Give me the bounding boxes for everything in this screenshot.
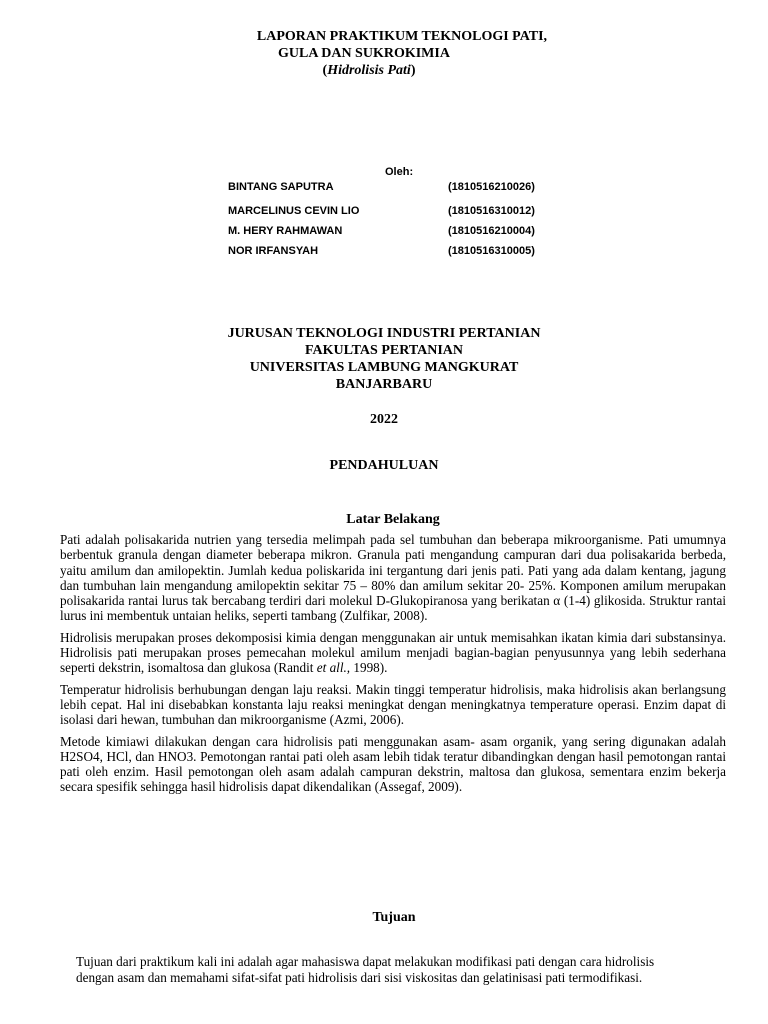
title-paren-open: (	[322, 63, 328, 78]
section-title: PENDAHULUAN	[329, 458, 439, 473]
title-line-3	[0, 62, 768, 79]
subsection-title: Latar Belakang	[346, 512, 440, 527]
paragraph-2-text: Hidrolisis merupakan proses dekomposisi kimia dengan menggunakan air untuk memisahkan ikatan kimia dari substansinya. Hidrolisis pati merupakan proses pemecahan molekul amilum menjadi bagian-bagian penyusunnya yang lebih sederhana seperti dekstrin, isomaltosa dan glukosa (Randit	[60, 629, 726, 676]
faculty: FAKULTAS PERTANIAN	[304, 343, 464, 358]
title-subtitle: Hidrolisis Pati	[327, 63, 411, 78]
title-line-1: LAPORAN PRAKTIKUM TEKNOLOGI PATI,	[256, 29, 548, 44]
paragraph-4: Metode kimiawi dilakukan dengan cara hidrolisis pati menggunakan asam- asam organik, yang sering digunakan adalah H2SO4, HCl, dan HNO3. Pemotongan rantai pati oleh asam lebih tidak teratur dibandingkan dengan hasil pemotongan rantai pati oleh enzim. Hasil pemotongan oleh asam adalah campuran dekstrin, maltosa dan glukosa, sementara enzim bekerja secara spesifik sehingga hasil hidrolisis dapat dikendalikan (Assegaf, 2009).	[60, 733, 726, 795]
tujuan-text: Tujuan dari praktikum kali ini adalah agar mahasiswa dapat melakukan modifikasi pati dengan cara hidrolisis dengan asam dan memahami sifat-sifat pati hidrolisis dari sisi viskositas dan gelatinisasi pati termodifikasi.	[76, 954, 655, 985]
institution-block	[0, 325, 768, 393]
author-nim: (1810516210004)	[448, 225, 535, 237]
author-name: BINTANG SAPUTRA	[228, 181, 334, 193]
department: JURUSAN TEKNOLOGI INDUSTRI PERTANIAN	[227, 326, 541, 341]
author-name: NOR IRFANSYAH	[228, 245, 319, 257]
author-nim: (1810516310005)	[448, 245, 535, 257]
report-title	[0, 28, 768, 79]
author-nim: (1810516210026)	[448, 181, 535, 193]
paragraph-3: Temperatur hidrolisis berhubungan dengan laju reaksi. Makin tinggi temperatur hidrolisis, maka hidrolisis akan berlangsung lebih cepat. Hal ini disebabkan konstanta laju reaksi meningkat dengan meningkatnya temperature operasi. Enzim dapat di isolasi dari hewan, tumbuhan dan mikroorganisme (Azmi, 2006).	[60, 681, 726, 728]
authors-list	[228, 179, 558, 261]
author-nim: (1810516310012)	[448, 205, 535, 217]
oleh-label: Oleh:	[385, 166, 414, 178]
university: UNIVERSITAS LAMBUNG MANGKURAT	[249, 360, 519, 375]
author-row	[228, 221, 558, 241]
tujuan-title: Tujuan	[372, 910, 416, 925]
paragraph-1: Pati adalah polisakarida nutrien yang tersedia melimpah pada sel tumbuhan dan beberapa mikroorganisme. Pati umumnya berbentuk granula dengan diameter beberapa mikron. Granula pati mengandung campuran dari dua polisakarida berbeda, yaitu amilum dan amilopektin. Jumlah kedua poliskarida ini tergantung dari jenis pati. Pati yang ada dalam kentang, jagung dan tumbuhan lain mengandung amilopektin sekitar 75 – 80% dan amilum sekitar 20- 25%. Komponen amilum merupakan polisakarida rantai lurus tak bercabang terdiri dari molekul D-Glukopiranosa yang berikatan α (1-4) glikosida. Struktur rantai lurus ini membentuk untaian heliks, seperti tambang (Zulfikar, 2008).	[60, 532, 726, 624]
author-row	[228, 179, 558, 195]
author-name: M. HERY RAHMAWAN	[228, 225, 343, 237]
year: 2022	[370, 412, 398, 427]
author-row	[228, 241, 558, 261]
paragraph-2-end: 1998).	[350, 660, 388, 676]
paragraph-2-citation-italic: et all.,	[316, 660, 351, 676]
paragraph-2	[60, 630, 726, 676]
city: BANJARBARU	[335, 377, 433, 392]
author-name: MARCELINUS CEVIN LIO	[228, 205, 360, 217]
body-text	[60, 532, 726, 801]
author-row	[228, 201, 558, 221]
title-paren-close: )	[410, 63, 416, 78]
title-line-2: GULA DAN SUKROKIMIA	[278, 46, 450, 61]
